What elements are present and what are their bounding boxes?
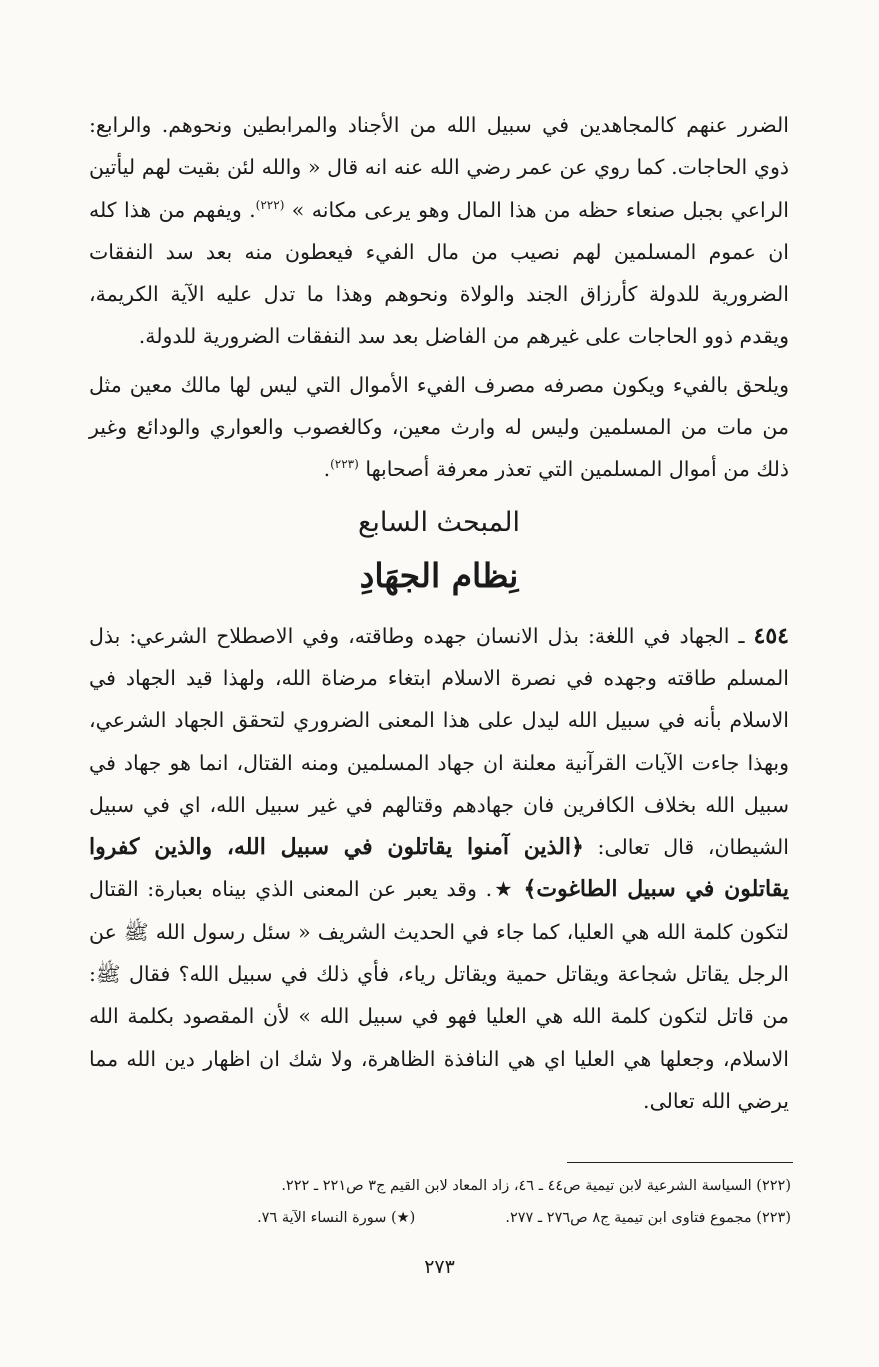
- footnote-ref-223[interactable]: (٢٢٣): [330, 457, 359, 472]
- footnote-222: (٢٢٢) السياسة الشرعية لابن تيمية ص٤٤ ـ ٤٦، زاد المعاد لابن القيم ج٣ ص٢٢١ ـ ٢٢٢.: [281, 1178, 791, 1194]
- number-dash: ـ: [729, 623, 754, 648]
- star-footnote-ref[interactable]: ★: [492, 877, 524, 902]
- paragraph-jihad-definition: [89, 615, 789, 1123]
- footnote-223: (٢٢٣) مجموع فتاوى ابن تيمية ج٨ ص٢٧٦ ـ ٢٧٧.: [505, 1210, 791, 1226]
- paragraph-text-continued: . وقد يعبر عن المعنى الذي بيناه بعبارة: القتال لتكون كلمة الله هي العليا، كما جاء في الحديث الشريف « سئل رسول الله ﷺ عن الرجل يقاتل شجاعة ويقاتل حمية ويقاتل رياء، فأي ذلك في سبيل الله؟ فقال ﷺ: من قاتل لتكون كلمة الله هي العليا فهو في سبيل الله » لأن المقصود بكلمة الله الاسلام، وجعلها هي العليا اي هي النافذة الظاهرة، ولا شك ان اظهار دين الله مما يرضي الله تعالى.: [89, 877, 789, 1113]
- paragraph-text: الجهاد في اللغة: بذل الانسان جهده وطاقته، وفي الاصطلاح الشرعي: بذل المسلم طاقته وجهده في نصرة الاسلام ابتغاء مرضاة الله، ولهذا قيد الجهاد في الاسلام بأنه في سبيل الله ليدل على هذا المعنى الضروري لتحقق الجهاد الشرعي، وبهذا جاءت الآيات القرآنية معلنة ان جهاد المسلمين ومنه القتال، انما هو جهاد في سبيل الله بخلاف الكافرين فان جهادهم وقتالهم في غير سبيل الله، اي في سبيل الشيطان، قال تعالى:: [89, 623, 789, 860]
- body-text: [89, 104, 789, 1122]
- paragraph-text: الضرر عنهم كالمجاهدين في سبيل الله من الأجناد والمرابطين ونحوهم. والرابع: ذوي الحاجات. كما روي عن عمر رضي الله عنه انه قال « والله لئن بقيت لهم ليأتين الراعي بجبل صنعاء حظه من هذا المال وهو يرعى مكانه »: [89, 113, 789, 222]
- footnote-star: (★) سورة النساء الآية ٧٦.: [257, 1210, 416, 1226]
- section-title: نِظام الجهَادِ: [359, 555, 519, 595]
- footnote-divider: [567, 1162, 793, 1163]
- section-heading: [89, 497, 789, 603]
- footnote-ref-222[interactable]: (٢٢٢): [255, 197, 285, 212]
- paragraph-text-continued: .: [323, 457, 331, 482]
- page-number: ٢٧٣: [424, 1256, 455, 1278]
- section-number: المبحث السابع: [358, 506, 520, 538]
- paragraph-fay-recipients: [89, 104, 789, 358]
- footnote-row: [81, 1202, 791, 1234]
- paragraph-text-continued: . ويفهم من هذا كله ان عموم المسلمين لهم نصيب من مال الفيء فيعطون منه بعد سد النفقات الضرورية للدولة كأرزاق الجند والولاة ونحوهم وهذا ما تدل عليه الآية الكريمة، ويقدم ذوو الحاجات على غيرهم من الفاضل بعد سد النفقات الضرورية للدولة.: [89, 197, 789, 349]
- paragraph-ownerless-property: [89, 364, 789, 491]
- paragraph-text: ويلحق بالفيء ويكون مصرفه مصرف الفيء الأموال التي ليس لها مالك معين مثل من مات من المسلمين وليس له وارث معين، وكالغصوب والعواري والودائع وغير ذلك من أموال المسلمين التي تعذر معرفة أصحابها: [89, 372, 789, 482]
- paragraph-number: ٤٥٤: [753, 622, 789, 649]
- footnotes: [81, 1170, 791, 1234]
- quran-quote: ﴿الذين آمنوا يقاتلون في سبيل الله، والذين كفروا يقاتلون في سبيل الطاغوت﴾: [89, 834, 789, 903]
